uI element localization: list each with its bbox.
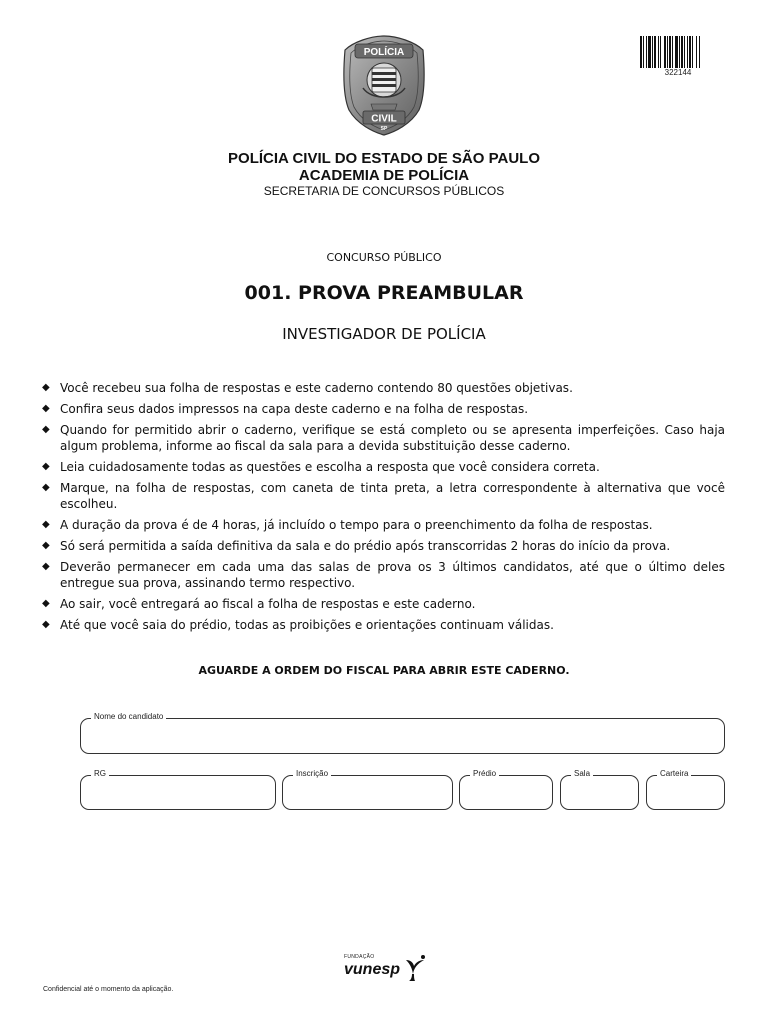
badge-top-text: POLÍCIA [363,47,405,58]
diamond-bullet-icon: ◆ [42,403,50,414]
org-title: POLÍCIA CIVIL DO ESTADO DE SÃO PAULO [228,150,540,167]
instructions-list [40,380,725,638]
instruction-text: Leia cuidadosamente todas as questões e escolha a resposta que você considera correta. [60,460,600,474]
vunesp-name: vunesp [344,961,401,978]
barcode-bar [667,36,668,68]
barcode-bar [646,36,647,68]
barcode-bar [681,36,683,68]
instruction-text: Até que você saia do prédio, todas as proibições e orientações continuam válidas. [60,618,554,632]
inscricao-field[interactable] [282,769,453,810]
barcode-number: 322144 [664,68,692,77]
instruction-text: Confira seus dados impressos na capa deste caderno e na folha de respostas. [60,402,529,416]
carteira-label: Carteira [657,769,691,779]
instruction-item [40,401,725,417]
diamond-bullet-icon: ◆ [42,619,50,630]
vunesp-logo [344,952,428,982]
diamond-bullet-icon: ◆ [42,540,50,551]
department-name: SECRETARIA DE CONCURSOS PÚBLICOS [263,184,505,198]
instruction-text: Marque, na folha de respostas, com caneta de tinta preta, a letra correspondente à alternativa que você escolheu. [60,481,725,511]
vunesp-fundacao-text: FUNDAÇÃO [344,954,375,960]
instruction-item [40,617,725,633]
barcode-bar [699,36,700,68]
barcode-bar [658,36,659,68]
barcode-bar [648,36,651,68]
org-subtitle: ACADEMIA DE POLÍCIA [298,167,470,184]
diamond-bullet-icon: ◆ [42,482,50,493]
footer-confidential-note: Confidencial até o momento da aplicação. [43,986,174,993]
rg-field[interactable] [80,769,276,810]
exam-role: INVESTIGADOR DE POLÍCIA [282,325,486,343]
barcode-bar [672,36,673,68]
vunesp-bird-icon [402,952,428,982]
barcode-bar [654,36,656,68]
sala-field[interactable] [560,769,639,810]
barcode-bar [684,36,685,68]
barcode-bar [679,36,680,68]
badge-tip-text: SP [380,126,388,132]
exam-type: CONCURSO PÚBLICO [326,251,442,264]
barcode-bar [669,36,671,68]
instruction-text: A duração da prova é de 4 horas, já incluído o tempo para o preenchimento da folha de respostas. [60,518,653,532]
instruction-item [40,538,725,554]
barcode-bar [664,36,666,68]
instruction-text: Só será permitida a saída definitiva da sala e do prédio após transcorridas 2 horas do início da prova. [60,539,671,553]
diamond-bullet-icon: ◆ [42,461,50,472]
badge-bottom-text: CIVIL [371,113,397,125]
wait-notice: AGUARDE A ORDEM DO FISCAL PARA ABRIR ESTE CADERNO. [198,664,570,677]
diamond-bullet-icon: ◆ [42,561,50,572]
diamond-bullet-icon: ◆ [42,424,50,435]
instruction-text: Deverão permanecer em cada uma das salas de prova os 3 últimos candidatos, até que o último deles entregue sua prova, assinando termo respectivo. [60,560,725,590]
instruction-item [40,517,725,533]
barcode-bar [652,36,653,68]
diamond-bullet-icon: ◆ [42,382,50,393]
candidate-name-field[interactable] [80,712,725,754]
rg-label: RG [91,769,109,779]
predio-field[interactable] [459,769,553,810]
barcode-bar [660,36,661,68]
candidate-name-label: Nome do candidato [91,712,166,722]
barcode-bar [696,36,697,68]
instruction-text: Você recebeu sua folha de respostas e este caderno contendo 80 questões objetivas. [60,381,573,395]
instruction-text: Quando for permitido abrir o caderno, verifique se está completo ou se apresenta imperfeições. Caso haja algum problema, informe ao fiscal da sala para a devida substituição desse caderno. [60,423,725,453]
diamond-bullet-icon: ◆ [42,598,50,609]
diamond-bullet-icon: ◆ [42,519,50,530]
instruction-item [40,459,725,475]
barcode-bar [687,36,688,68]
policia-civil-badge-logo [341,34,427,136]
instruction-item [40,559,725,591]
exam-title: 001. PROVA PREAMBULAR [244,282,524,304]
instruction-item [40,480,725,512]
barcode-bar [640,36,642,68]
instruction-item [40,380,725,396]
barcode-bar [692,36,693,68]
inscricao-label: Inscrição [293,769,331,779]
carteira-field[interactable] [646,769,725,810]
sala-label: Sala [571,769,593,779]
instruction-text: Ao sair, você entregará ao fiscal a folha de respostas e este caderno. [60,597,476,611]
barcode [640,36,716,68]
barcode-bar [675,36,678,68]
predio-label: Prédio [470,769,499,779]
barcode-bar [689,36,691,68]
barcode-bar [643,36,644,68]
instruction-item [40,596,725,612]
instruction-item [40,422,725,454]
